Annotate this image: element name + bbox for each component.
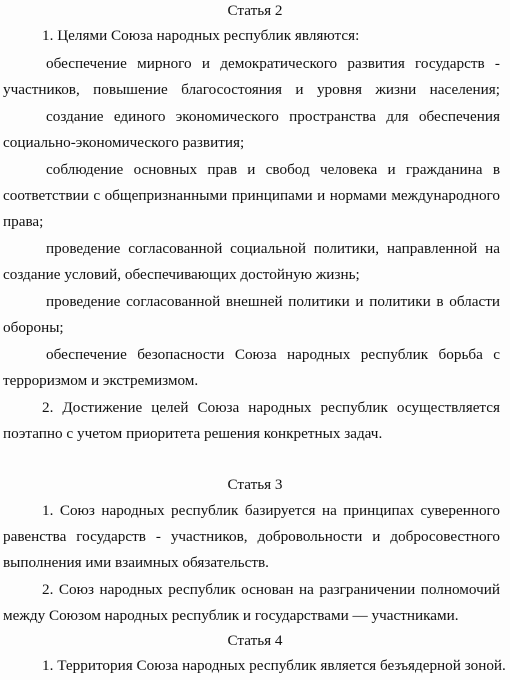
- article-2-item-2-line-1: 2. Достижение целей Союза народных республик осуществляется: [42, 399, 500, 416]
- article-2-goal-peace-line-1: обеспечение мирного и демократического развития государств -: [46, 55, 500, 72]
- article-2-goal-rights-line-1: соблюдение основных прав и свобод человека и гражданина в: [46, 161, 500, 178]
- article-2-goal-foreign-line-1: проведение согласованной внешней политики и политики в области: [46, 293, 500, 310]
- article-2-item-1: 1. Целями Союза народных республик являются:: [42, 27, 360, 44]
- article-2-goal-social-line-2: создание условий, обеспечивающих достойную жизнь;: [3, 266, 360, 283]
- article-2-item-2-line-2: поэтапно с учетом приоритета решения конкретных задач.: [3, 425, 383, 442]
- article-2-goal-security-line-2: терроризмом и экстремизмом.: [3, 372, 199, 389]
- article-3-item-1-line-3: выполнения ими взаимных обязательств.: [3, 554, 269, 571]
- article-2-goal-security-line-1: обеспечение безопасности Союза народных республик борьба с: [46, 346, 500, 363]
- article-2-goal-rights-line-2: соответствии с общепризнанными принципами и нормами международного: [3, 187, 500, 204]
- article-3-item-2-line-2: между Союзом народных республик и государствами — участниками.: [3, 607, 459, 624]
- article-3-item-2-line-1: 2. Союз народных республик основан на разграничении полномочий: [42, 581, 500, 598]
- article-2-goal-foreign-line-2: обороны;: [3, 319, 64, 336]
- article-3-item-1-line-2: равенства государств - участников, добровольности и добросовестного: [3, 528, 500, 545]
- article-2-goal-social-line-1: проведение согласованной социальной политики, направленной на: [46, 240, 500, 257]
- article-3-item-1-line-1: 1. Союз народных республик базируется на принципах суверенного: [42, 502, 500, 519]
- article-3-heading: Статья 3: [227, 476, 283, 493]
- article-4-heading: Статья 4: [227, 632, 283, 649]
- article-2-goal-economy-line-2: социально-экономического развития;: [3, 134, 245, 151]
- article-2-goal-rights-line-3: права;: [3, 213, 44, 230]
- article-4-item-1-line-1: 1. Территория Союза народных республик является безъядерной зоной.: [42, 657, 506, 674]
- article-2-goal-peace-line-2: участников, повышение благосостояния и уровня жизни населения;: [3, 81, 500, 98]
- article-2-heading: Статья 2: [227, 2, 283, 19]
- article-2-goal-economy-line-1: создание единого экономического пространства для обеспечения: [46, 108, 500, 125]
